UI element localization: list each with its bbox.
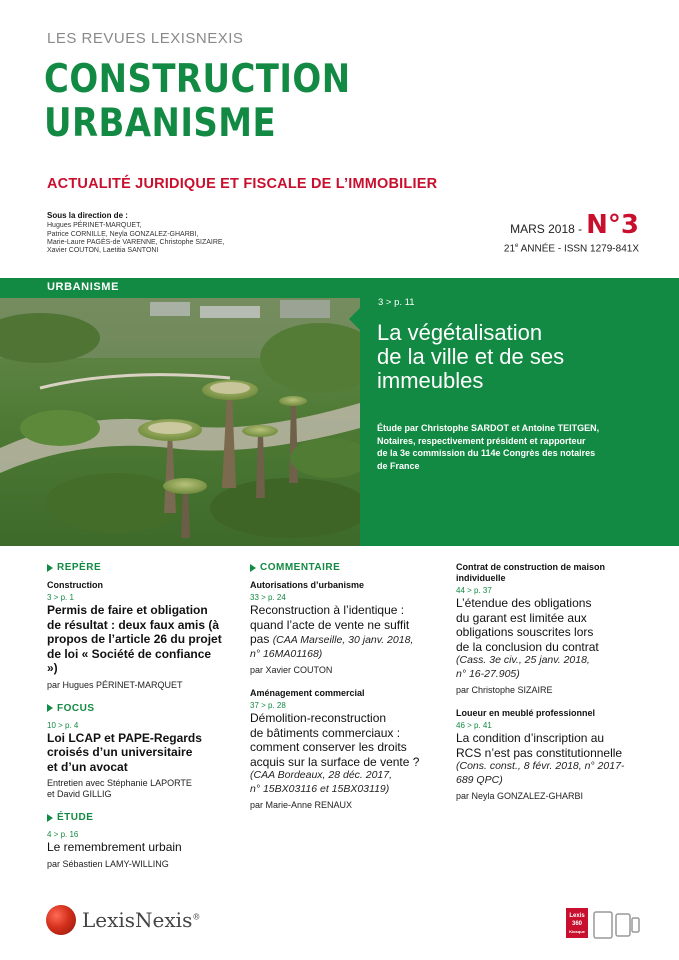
feature-title-line: immeubles — [377, 368, 484, 393]
article-title[interactable] — [456, 731, 646, 760]
article-title[interactable] — [250, 711, 430, 769]
section-etude-label: ÉTUDE — [57, 812, 94, 823]
case-citation: 689 QPC) — [456, 773, 503, 786]
issn-text: ANNÉE - ISSN 1279-841X — [518, 243, 639, 255]
journal-subtitle: ACTUALITÉ JURIDIQUE ET FISCALE DE L’IMMOBILIER — [47, 176, 438, 192]
logo-registered: ® — [192, 912, 201, 922]
panel-notch — [349, 308, 360, 330]
issue-number: N°3 — [586, 210, 639, 240]
article-title-line: Permis de faire et obligation — [47, 603, 208, 617]
case-citation: (CAA Marseille, 30 janv. 2018, — [272, 634, 414, 646]
page-ref: 4 > p. 16 — [47, 830, 79, 839]
case-citation: n° 16-27.905) — [456, 667, 520, 680]
logo-wordmark — [82, 908, 200, 932]
lexisnexis-logo[interactable] — [46, 905, 200, 935]
topic-label: Autorisations d’urbanisme — [250, 580, 365, 590]
article-title-line: acquis sur la surface de vente ? — [250, 754, 420, 769]
topic-line: Contrat de construction de maison — [456, 562, 606, 572]
section-label-bar — [0, 278, 360, 298]
column-right — [456, 562, 646, 814]
page-ref: 10 > p. 4 — [47, 720, 79, 730]
badge-line: Lexis — [569, 913, 585, 919]
feature-title-line: La végétalisation — [377, 320, 543, 345]
section-commentaire-label: COMMENTAIRE — [260, 562, 341, 573]
article-title-line: de la conclusion du contrat — [456, 639, 599, 654]
byline-line: de la 3e commission du 114e Congrès des notaires — [377, 448, 596, 458]
article-title-line: quand l’acte de vente ne suffit — [250, 617, 410, 632]
feature-title[interactable] — [377, 321, 564, 393]
article-title[interactable]: Le remembrement urbain — [47, 840, 182, 854]
article-author: par Neyla GONZALEZ-GHARBI — [456, 791, 584, 801]
byline-line: Notaires, respectivement président et rapporteur — [377, 435, 586, 446]
direction-heading: Sous la direction de : — [47, 211, 128, 220]
commentaire-item — [250, 688, 430, 811]
page-ref: 37 > p. 28 — [250, 701, 286, 710]
page-ref: 3 > p. 1 — [47, 593, 74, 602]
article-title-line — [250, 632, 430, 648]
direction-line: Patrice CORNILLE, Neyla GONZALEZ-GHARBI, — [47, 230, 199, 238]
feature-band — [0, 278, 679, 546]
article-title-line: L’étendue des obligations — [456, 596, 592, 610]
triangle-icon — [250, 564, 256, 572]
year-number: 21 — [503, 243, 516, 255]
article-author: par Xavier COUTON — [250, 665, 333, 675]
lexisnexis-orb-icon — [46, 905, 76, 935]
lexis-360-badge-icon[interactable] — [566, 908, 588, 938]
case-citation: (Cons. const., 8 févr. 2018, n° 2017- — [456, 760, 625, 772]
commentaire-item — [250, 580, 430, 676]
article-title[interactable] — [456, 596, 646, 654]
col3-item — [456, 562, 646, 696]
article-title-line: Loi LCAP et PAPE-Regards — [47, 730, 202, 745]
repere-block — [47, 562, 222, 691]
article-author: par Sébastien LAMY-WILLING — [47, 858, 169, 869]
article-title-line: La condition d’inscription au — [456, 731, 605, 745]
article-title[interactable] — [250, 603, 430, 661]
article-title[interactable] — [47, 731, 222, 775]
article-title-line: de résultat : deux faux amis (à — [47, 617, 220, 632]
issue-year-issn — [504, 243, 639, 254]
badge-line: 360 — [571, 921, 582, 927]
case-citation: (CAA Bordeaux, 28 déc. 2017, — [250, 769, 393, 781]
triangle-icon — [47, 564, 53, 572]
feature-panel[interactable] — [360, 278, 679, 546]
author-line: Entretien avec Stéphanie LAPORTE — [47, 778, 192, 788]
section-etude — [47, 812, 222, 823]
topic-label: Aménagement commercial — [250, 688, 365, 698]
article-title-line: de bâtiments commerciaux : — [250, 725, 401, 740]
devices-icon — [592, 910, 640, 940]
article-title-line: Reconstruction à l’identique : — [250, 603, 405, 617]
article-title-line: comment conserver les droits — [250, 740, 407, 754]
article-author: par Hugues PÉRINET-MARQUET — [47, 679, 183, 690]
triangle-icon — [47, 814, 53, 822]
case-citation: (Cass. 3e civ., 25 janv. 2018, — [456, 654, 590, 666]
direction-line: Hugues PÉRINET-MARQUET, — [47, 222, 142, 230]
logo-text: LexisNexis — [82, 908, 193, 932]
article-title-line: obligations souscrites lors — [456, 625, 594, 639]
byline-line: Étude par Christophe SARDOT et Antoine TEITGEN, — [377, 423, 600, 433]
article-title-line: RCS n’est pas constitutionnelle — [456, 745, 623, 760]
section-label: URBANISME — [47, 281, 120, 293]
direction-line: Marie-Laure PAGÈS-de VARENNE, Christophe SIZAIRE, — [47, 238, 225, 246]
case-citation: n° 16MA01168) — [250, 647, 323, 660]
badge-line: Kiosque — [569, 929, 585, 934]
direction-line: Xavier COUTON, Laetitia SANTONI — [47, 247, 159, 255]
journal-title — [44, 58, 351, 146]
article-title-line: et d’un avocat — [47, 759, 128, 774]
article-author — [47, 778, 222, 800]
focus-block — [47, 703, 222, 801]
section-repere-label: REPÈRE — [57, 562, 102, 573]
article-title-line: de loi « Société de confiance ») — [47, 646, 212, 675]
article-title[interactable] — [47, 603, 222, 676]
etude-block — [47, 812, 222, 870]
section-focus — [47, 703, 222, 714]
feature-title-line: de la ville et de ses — [377, 344, 565, 369]
article-title-line: Démolition-reconstruction — [250, 711, 387, 725]
page-ref: 46 > p. 41 — [456, 721, 492, 730]
article-author: par Marie-Anne RENAUX — [250, 800, 353, 810]
article-author: par Christophe SIZAIRE — [456, 685, 553, 695]
section-repere — [47, 562, 222, 573]
issue-date: MARS 2018 - — [510, 222, 583, 236]
topic-line: individuelle — [456, 573, 506, 583]
col3-item — [456, 708, 646, 802]
journal-title-line2: URBANISME — [44, 101, 277, 146]
case-citation: n° 15BX03116 et 15BX03119) — [250, 782, 390, 795]
editorial-direction — [47, 212, 225, 255]
section-focus-label: FOCUS — [57, 702, 95, 714]
section-commentaire — [250, 562, 430, 573]
article-title-tail: pas — [250, 632, 273, 646]
page-ref: 44 > p. 37 — [456, 586, 492, 595]
topic-label — [456, 562, 646, 584]
article-title-line: propos de l’article 26 du projet — [47, 632, 222, 646]
author-line: et David GILLIG — [47, 789, 112, 799]
issue-info — [504, 210, 639, 254]
series-name: LES REVUES LEXISNEXIS — [47, 30, 244, 47]
journal-title-line1: CONSTRUCTION — [44, 57, 351, 102]
feature-ref: 3 > p. 11 — [378, 297, 415, 308]
feature-photo[interactable] — [0, 298, 360, 546]
page-ref: 33 > p. 24 — [250, 593, 286, 602]
topic-label: Construction — [47, 580, 103, 590]
topic-label: Loueur en meublé professionnel — [456, 708, 596, 718]
year-superscript: e — [515, 243, 519, 249]
byline-line: de France — [377, 460, 420, 471]
column-left — [47, 562, 222, 882]
column-middle — [250, 562, 430, 823]
article-title-line: croisés d’un universitaire — [47, 745, 193, 759]
triangle-icon — [47, 704, 53, 712]
article-title-line: du garant est limitée aux — [456, 610, 587, 625]
feature-byline — [377, 422, 667, 472]
